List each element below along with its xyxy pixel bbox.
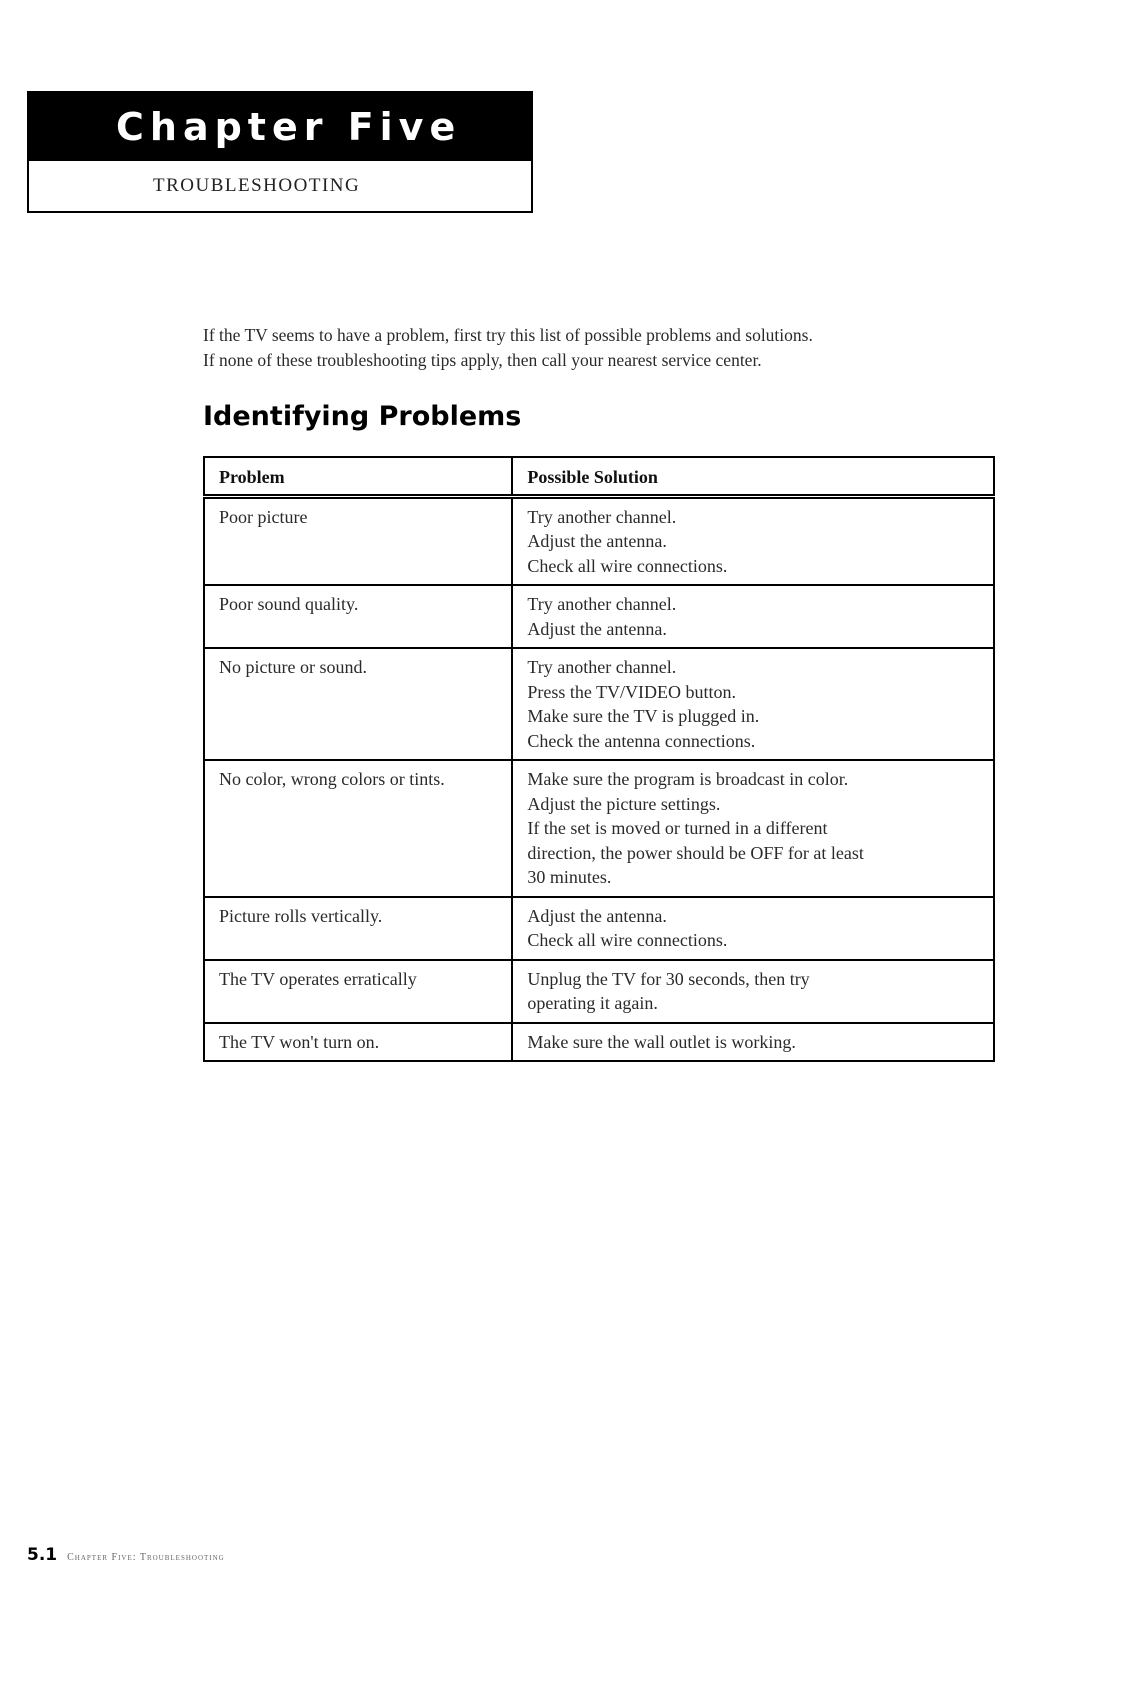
solution-line: Try another channel. [527, 657, 677, 677]
chapter-title: Chapter Five [29, 93, 531, 161]
problem-cell: Poor sound quality. [204, 585, 512, 648]
solution-line: Check the antenna connections. [527, 730, 756, 751]
solution-line: Adjust the picture settings. [527, 793, 721, 814]
solution-line: Try another channel. [527, 506, 677, 527]
page-footer [27, 1545, 225, 1565]
problem-cell: Picture rolls vertically. [204, 897, 512, 960]
table-body [204, 496, 994, 1061]
solution-line: Press the TV/VIDEO button. [527, 681, 737, 702]
footer-text: Chapter Five: Troubleshooting [67, 1552, 225, 1563]
solution-line: Try another channel. [527, 594, 677, 614]
table-row [204, 585, 994, 648]
table-header-row [204, 457, 994, 496]
table-row [204, 1023, 994, 1062]
table-row [204, 960, 994, 1023]
chapter-subtitle: TROUBLESHOOTING [153, 175, 361, 196]
solution-line: operating it again. [527, 993, 658, 1013]
solution-cell [512, 1023, 994, 1062]
solution-line: Make sure the program is broadcast in color. [527, 769, 849, 789]
table-row [204, 897, 994, 960]
solution-line: Unplug the TV for 30 seconds, then try [527, 968, 810, 989]
problem-table [203, 456, 995, 1062]
problem-cell: The TV operates erratically [204, 960, 512, 1023]
solution-line: If the set is moved or turned in a different [527, 818, 828, 838]
intro-line: If the TV seems to have a problem, first try this list of possible problems and solutions. [203, 325, 813, 345]
table-row [204, 760, 994, 897]
solution-line: Adjust the antenna. [527, 531, 667, 551]
section-title: Identifying Problems [203, 401, 522, 432]
problem-cell: No color, wrong colors or tints. [204, 760, 512, 897]
solution-line: 30 minutes. [527, 867, 612, 887]
solution-line: Check all wire connections. [527, 930, 728, 950]
intro-text [203, 323, 1023, 373]
intro-line: If none of these troubleshooting tips apply, then call your nearest service center. [203, 350, 762, 370]
solution-line: Adjust the antenna. [527, 905, 667, 926]
table-row [204, 496, 994, 585]
solution-cell [512, 648, 994, 760]
solution-cell [512, 585, 994, 648]
solution-line: direction, the power should be OFF for at least [527, 842, 864, 863]
page-number: 5.1 [27, 1545, 58, 1565]
solution-line: Adjust the antenna. [527, 618, 667, 639]
header-solution: Possible Solution [512, 457, 994, 496]
solution-cell [512, 496, 994, 585]
problem-cell: Poor picture [204, 496, 512, 585]
solution-line: Make sure the wall outlet is working. [527, 1031, 796, 1052]
problem-cell: The TV won't turn on. [204, 1023, 512, 1062]
solution-cell [512, 760, 994, 897]
solution-cell [512, 960, 994, 1023]
header-problem: Problem [204, 457, 512, 496]
table-row [204, 648, 994, 760]
solution-line: Make sure the TV is plugged in. [527, 706, 760, 726]
solution-cell [512, 897, 994, 960]
solution-line: Check all wire connections. [527, 555, 728, 576]
chapter-header [27, 91, 533, 213]
problem-cell: No picture or sound. [204, 648, 512, 760]
